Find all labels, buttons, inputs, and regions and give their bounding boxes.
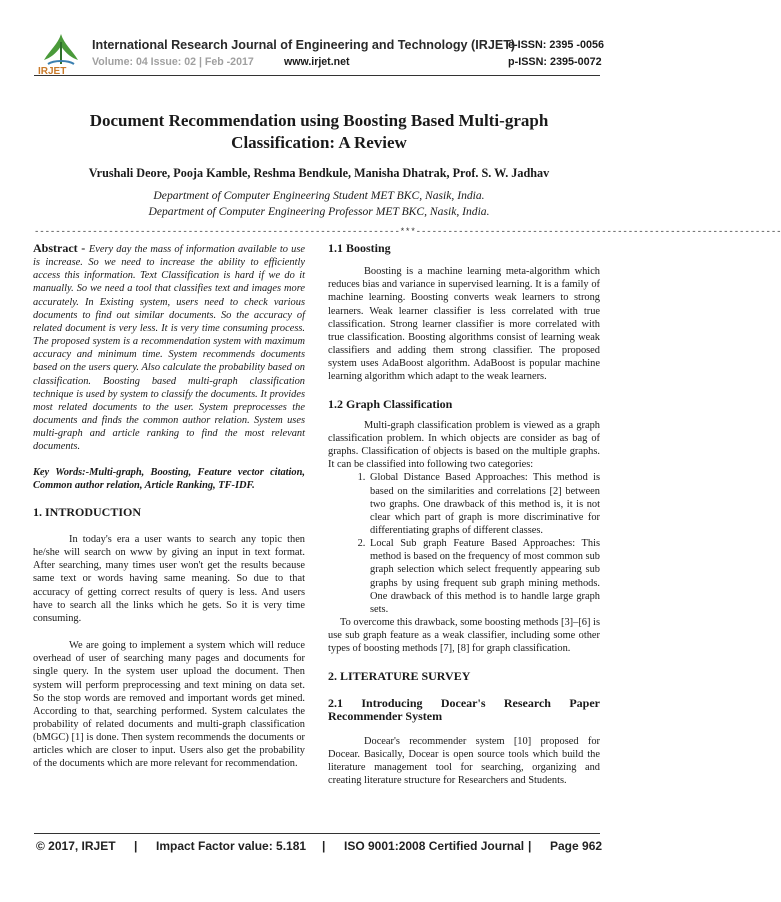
intro-paragraph-1: In today's era a user wants to search any topic then he/she will search on www by giving an input in text format. After searching, many times user won't get the results because same text or words having same meaning. So due to that accuracy of getting correct results of query is less. And users have to search all the links which he gets. So it is very time consuming. — [33, 533, 305, 624]
footer-rule — [34, 833, 600, 834]
footer-separator: | — [322, 839, 326, 853]
footer-iso: ISO 9001:2008 Certified Journal — [344, 839, 525, 853]
graph-classification-paragraph: Multi-graph classification problem is viewed as a graph classification problem. In which objects are consider as bag of graphs. Classification of objects is based on the multiple graphs. It can be classified into following two categories: — [328, 419, 600, 471]
graph-classification-heading: 1.2 Graph Classification — [328, 396, 453, 411]
keywords: Key Words:-Multi-graph, Boosting, Feature vector citation, Common author relation, Article Ranking, TF-IDF. — [33, 466, 305, 491]
boosting-heading: 1.1 Boosting — [328, 241, 391, 255]
abstract-text: Every day the mass of information available to use is increase. So we need to increase the ability to efficiently access this information. Text Classification is hard if we do it manually. So we need a tool that classifies text and images more accurately. In Existing system, users need to check various documents to find out similar documents. So the accuracy of related document is very less. It is very time consuming process. The proposed system is a recommendation system with maximum accuracy and minimum time. System recommends documents based on the users query. Also calculate the probability based on classification. Boosting based multi-graph classification technique is used by system to classify the documents. It provides most related documents to the user. System preprocesses the documents and finds the common author relation. System uses multi-graph and article ranking to find the most relevant documents. — [33, 244, 305, 453]
intro-paragraph-2: We are going to implement a system which will reduce overhead of user of searching many pages and documents for single query. In the system user upload the document. Then system will perform preprocessing and text mining on data set. So the stop words are removed and important words get mined. According to that, searching performed. System calculates the probability of related documents and multi-graph classification (bMGC) [1] is done. Then system recommends the documents or articles which are closer to input. Users also get the probability of the documents which are more relevant for recommendation. — [33, 640, 305, 770]
docear-paragraph: Docear's recommender system [10] proposed for Docear. Basically, Docear is open source tools which build the literature management tool for searching, organizing and creating literature structure for Researchers and Students. — [328, 736, 600, 787]
header-rule — [34, 75, 600, 76]
paper-title-line1: Document Recommendation using Boosting Based Multi-graph — [89, 111, 549, 130]
footer-separator: | — [528, 839, 532, 853]
right-column — [328, 242, 600, 788]
footer-separator: | — [134, 839, 138, 853]
abstract — [33, 242, 305, 454]
literature-survey-heading: 2. LITERATURE SURVEY — [328, 668, 471, 683]
overcome-paragraph: To overcome this drawback, some boosting methods [3]–[6] is use sub graph feature as a weak classifier, including some other types of boosting methods [7], [8] for graph classification. — [328, 617, 600, 655]
e-issn: e-ISSN: 2395 -0056 — [508, 39, 605, 51]
paper-title — [40, 110, 598, 154]
paper-authors: Vrushali Deore, Pooja Kamble, Reshma Bendkule, Manisha Dhatrak, Prof. S. W. Jadhav — [88, 166, 550, 180]
approaches-list — [328, 471, 600, 616]
logo-text: IRJET — [38, 66, 67, 77]
journal-title: International Research Journal of Engineering and Technology (IRJET) — [92, 38, 516, 52]
abstract-label: Abstract - — [33, 241, 89, 255]
paper-title-line2: Classification: A Review — [231, 133, 407, 152]
list-item: 1. Global Distance Based Approaches: This method is based on the similarities and correlations [2] between two graphs. One drawback of this method is, it is not clear which part of graph is more discriminative for differentiating graphs of different classes. — [368, 471, 600, 537]
list-item: 2. Local Sub graph Feature Based Approaches: This method is based on the frequency of most common sub graph selection which select frequently appearing sub graphs by using frequent sub graph mining methods. One drawback of this method is to handle large graph sets. — [368, 537, 600, 616]
footer-page-number: Page 962 — [550, 839, 603, 853]
affiliation-students: Department of Computer Engineering Student MET BKC, Nasik, India. — [153, 189, 485, 202]
section-separator: ---------------------------------------------------------------------***--------------------------------------------------------------------- — [34, 227, 781, 237]
footer-copyright: © 2017, IRJET — [36, 839, 116, 853]
intro-heading: 1. INTRODUCTION — [33, 504, 142, 519]
footer-impact-factor: Impact Factor value: 5.181 — [156, 839, 307, 853]
p-issn: p-ISSN: 2395-0072 — [508, 56, 602, 68]
boosting-paragraph: Boosting is a machine learning meta-algorithm which reduces bias and variance in supervised learning. It is a family of machine learning. Boosting converts weak learners to strong learners. Weak learner classifier is less correlated with true classification. Strong learner classifier is more correlated with true classification. Boosting algorithms consist of learning weak classifiers and adding them strong classifier. The proposed system uses AdaBoost algorithm. AdaBoost is popular machine learning algorithm which adapt to the weak learners. — [328, 266, 600, 383]
website-link[interactable]: www.irjet.net — [284, 56, 350, 68]
docear-heading: 2.1 Introducing Docear's Research Paper Recommender System — [328, 695, 600, 723]
left-column — [33, 242, 305, 771]
volume-issue: Volume: 04 Issue: 02 | Feb -2017 — [92, 56, 254, 68]
affiliation-professor: Department of Computer Engineering Professor MET BKC, Nasik, India. — [148, 205, 490, 218]
